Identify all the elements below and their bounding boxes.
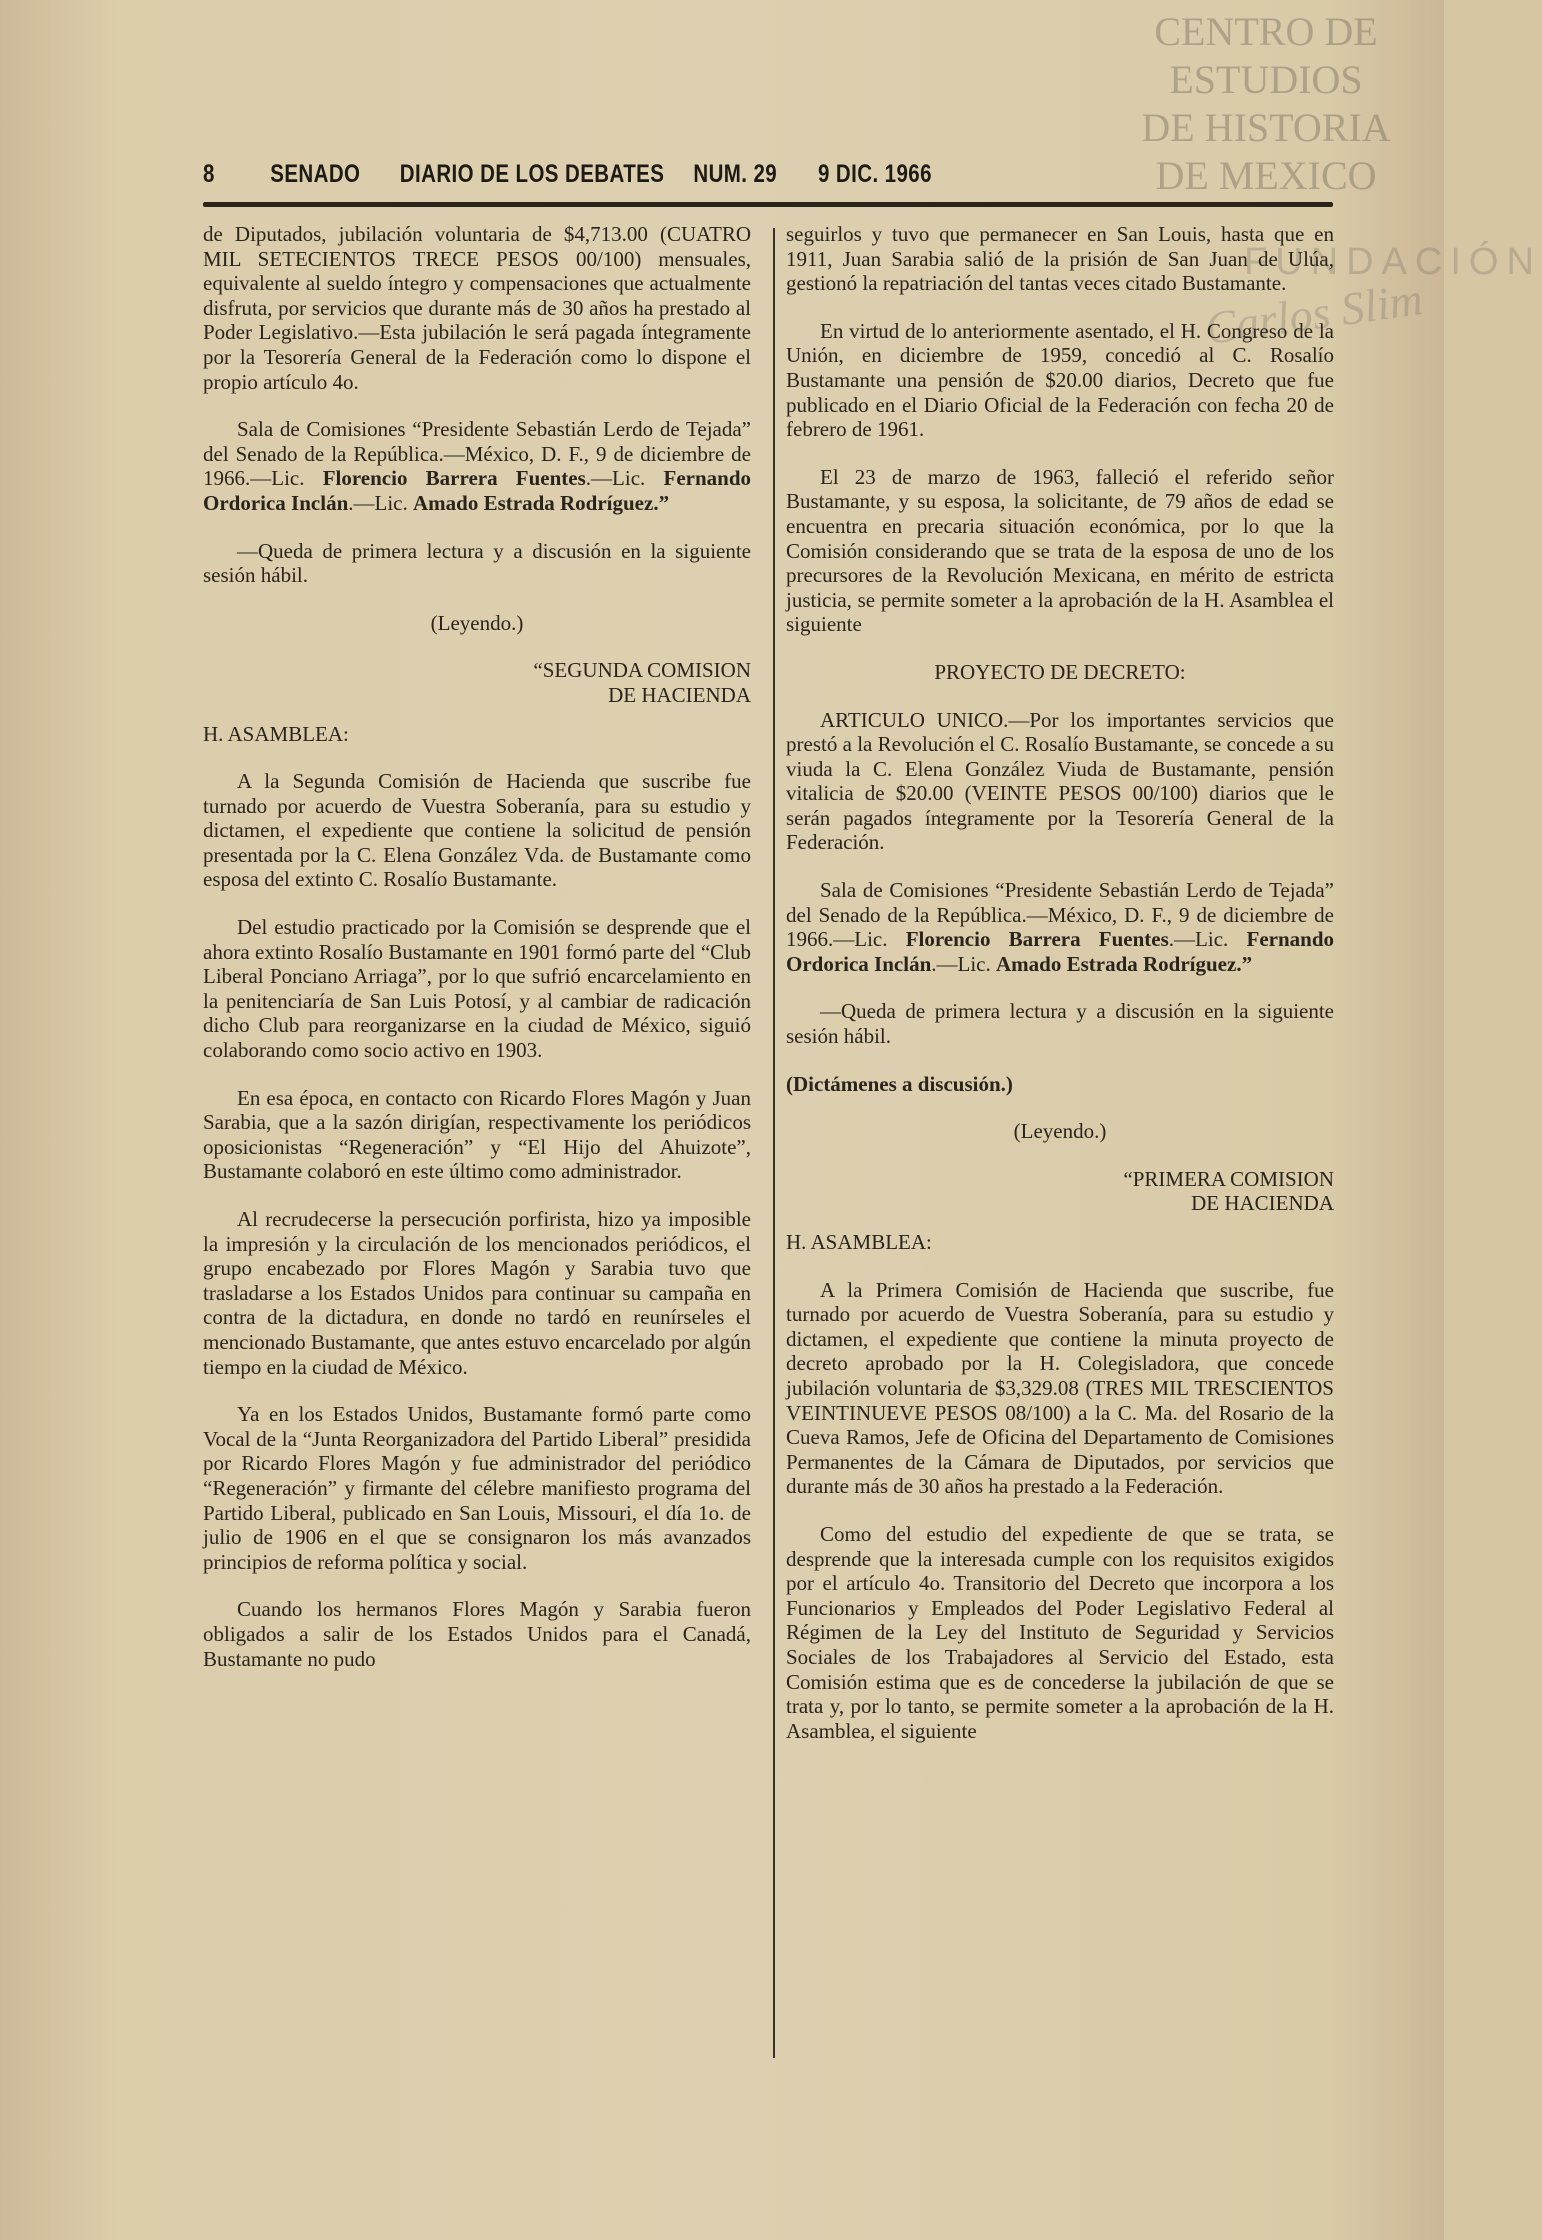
paragraph-text: El 23 de marzo de 1963, falleció el referido señor Bustamante, y su esposa, la solicitante, de 79 años de edad se encuentra en precaria situación económica, por lo que la Comisión considerando que se trata de la esposa de uno de los precursores de la Revolución Mexicana, en mérito de estricta justicia, se permite someter a la aprobación de la H. Asamblea el siguiente bbox=[786, 464, 1334, 637]
paragraph-text: .—Lic. bbox=[1168, 927, 1247, 952]
paragraph-text: DE HACIENDA bbox=[608, 682, 751, 707]
right-paragraph bbox=[786, 465, 1334, 637]
right-paragraph bbox=[786, 319, 1334, 442]
paragraph-text: H. ASAMBLEA: bbox=[203, 721, 349, 746]
paragraph-text: (Dictámenes a discusión.) bbox=[786, 1071, 1013, 1096]
paragraph-text: Del estudio practicado por la Comisión se desprende que el ahora extinto Rosalío Bustamante en 1901 formó parte del “Club Liberal Ponciano Arriaga”, por lo que sufrió encarcelamiento en la penitenciaría de San Luis Potosí, y al cambiar de radicación dicho Club para reorganizarse en la ciudad de México, siguió colaborando como socio activo en 1903. bbox=[203, 915, 751, 1063]
paragraph-text: .—Lic. bbox=[348, 490, 413, 515]
right-paragraph bbox=[786, 1119, 1334, 1144]
watermark-line: DE MEXICO bbox=[1155, 153, 1377, 198]
paragraph-text: seguirlos y tuvo que permanecer en San Louis, hasta que en 1911, Juan Sarabia salió de la prisión de San Juan de Ulúa, gestionó la repatriación del tantas veces citado Bustamante. bbox=[786, 222, 1334, 296]
right-paragraph bbox=[786, 1167, 1334, 1216]
paragraph-text: “SEGUNDA COMISION bbox=[533, 658, 751, 683]
paragraph-text: Cuando los hermanos Flores Magón y Sarabia fueron obligados a salir de los Estados Unidos para el Canadá, Bustamante no pudo bbox=[203, 1597, 751, 1671]
signatory-name: Fernando Ordorica Inclán bbox=[203, 466, 752, 515]
paragraph-text: Ya en los Estados Unidos, Bustamante formó parte como Vocal de la “Junta Reorganizadora del Partido Liberal” presidida por Ricardo Flores Magón y fue administrador del periódico “Regeneración” y firmante del célebre manifiesto programa del Partido Liberal, publicado en San Louis, Missouri, el día 1o. de julio de 1906 en el que se consignaron los más avanzados principios de reforma política y social. bbox=[203, 1402, 751, 1574]
paragraph-text: A la Segunda Comisión de Hacienda que suscribe fue turnado por acuerdo de Vuestra Soberanía, para su estudio y dictamen, el expediente que contiene la solicitud de pensión presentada por la C. Elena González Vda. de Bustamante como esposa del extinto C. Rosalío Bustamante. bbox=[203, 769, 751, 892]
signatory-name: Fernando Ordorica Inclán bbox=[786, 927, 1335, 976]
left-paragraph bbox=[203, 1597, 751, 1671]
right-paragraph bbox=[786, 660, 1334, 685]
paragraph-text: A la Primera Comisión de Hacienda que suscribe, fue turnado por acuerdo de Vuestra Soberanía, para su estudio y dictamen, el expediente que contiene la minuta proyecto de decreto aprobado por la H. Colegisladora, que concede jubilación voluntaria de $3,329.08 (TRES MIL TRESCIENTOS VEINTINUEVE PESOS 08/100) a la C. Ma. del Rosario de la Cueva Ramos, Jefe de Oficina del Departamento de Comisiones Permanentes de la Cámara de Diputados, por servicios que durante más de 30 años ha prestado a la Federación. bbox=[786, 1277, 1334, 1499]
paragraph-text: (Leyendo.) bbox=[430, 610, 524, 635]
left-paragraph bbox=[203, 417, 751, 515]
watermark-signature: Carlos Slim bbox=[1202, 273, 1426, 354]
paragraph-text: H. ASAMBLEA: bbox=[786, 1230, 932, 1254]
right-paragraph bbox=[786, 222, 1334, 296]
paragraph-text: Sala de Comisiones “Presidente Sebastián Lerdo de Tejada” del Senado de la República.—México, D. F., 9 de diciembre de 1966.—Lic. bbox=[203, 417, 751, 491]
paragraph-text: .—Lic. bbox=[585, 466, 664, 491]
paragraph-text: “PRIMERA COMISION bbox=[1123, 1166, 1334, 1191]
paragraph-text: Sala de Comisiones “Presidente Sebastián Lerdo de Tejada” del Senado de la República.—México, D. F., 9 de diciembre de 1966.—Lic. bbox=[786, 878, 1334, 952]
page-header bbox=[203, 160, 1130, 196]
paragraph-text: Como del estudio del expediente de que se trata, se desprende que la interesada cumple con los requisitos exigidos por el artículo 4o. Transitorio del Decreto que incorpora a los Funcionarios y Empleados del Poder Legislativo Federal al Régimen de la Ley del Instituto de Seguridad y Servicios Sociales de los Trabajadores al Servicio del Estado, esta Comisión estima que es de concederse la jubilación de que se trata y, por lo tanto, se permite someter a la aprobación de la H. Asamblea, el siguiente bbox=[786, 1521, 1334, 1743]
left-paragraph bbox=[203, 539, 751, 588]
left-paragraph bbox=[203, 1207, 751, 1379]
left-paragraph bbox=[203, 611, 751, 636]
right-paragraph bbox=[786, 1522, 1334, 1743]
paragraph-text: —Queda de primera lectura y a discusión en la siguiente sesión hábil. bbox=[203, 538, 751, 588]
right-paragraph bbox=[786, 1072, 1334, 1097]
left-column bbox=[203, 222, 751, 1694]
left-paragraph bbox=[203, 915, 751, 1063]
issue-date: 9 DIC. 1966 bbox=[818, 160, 932, 188]
column-divider bbox=[773, 228, 775, 2058]
signatory-name: Amado Estrada Rodríguez.” bbox=[412, 490, 670, 515]
chamber-name: SENADO bbox=[270, 160, 361, 188]
left-paragraph bbox=[203, 658, 751, 707]
right-paragraph bbox=[786, 1278, 1334, 1499]
paragraph-text: Al recrudecerse la persecución porfirista, hizo ya imposible la impresión y la circulación de los mencionados periódicos, el grupo encabezado por Flores Magón y Sarabia tuvo que trasladarse a los Estados Unidos para continuar su campaña en contra de la dictadura, en donde no tardó en reunírseles el mencionado Bustamante, que antes estuvo encarcelado por algún tiempo en la ciudad de México. bbox=[203, 1207, 751, 1379]
watermark-fundacion: FUNDACIÓN bbox=[1244, 241, 1542, 283]
signatory-name: Florencio Barrera Fuentes bbox=[322, 466, 586, 491]
paragraph-text: DE HACIENDA bbox=[1191, 1191, 1334, 1216]
signatory-name: Amado Estrada Rodríguez.” bbox=[995, 951, 1253, 976]
header-rule bbox=[203, 202, 1333, 207]
right-paragraph bbox=[786, 999, 1334, 1048]
left-paragraph bbox=[203, 1086, 751, 1184]
paragraph-text: —Queda de primera lectura y a discusión en la siguiente sesión hábil. bbox=[786, 999, 1334, 1049]
paragraph-text: .—Lic. bbox=[931, 951, 996, 976]
paragraph-text: ARTICULO UNICO.—Por los importantes servicios que prestó a la Revolución el C. Rosalío Bustamante, se concede a su viuda la C. Elena González Viuda de Bustamante, pensión vitalicia de $20.00 (VEINTE PESOS 00/100) diarios que le serán pagados íntegramente por la Tesorería General de la Federación. bbox=[786, 707, 1334, 855]
right-paragraph bbox=[786, 708, 1334, 856]
watermark-line: DE HISTORIA bbox=[1141, 105, 1391, 150]
paragraph-text: En esa época, en contacto con Ricardo Flores Magón y Juan Sarabia, que a la sazón dirigían, respectivamente los periódicos oposicionistas “Regeneración” y “El Hijo del Ahuizote”, Bustamante colaboró en este último como administrador. bbox=[203, 1085, 751, 1184]
signatory-name: Florencio Barrera Fuentes bbox=[905, 927, 1169, 952]
page-number: 8 bbox=[203, 160, 215, 188]
left-paragraph bbox=[203, 1402, 751, 1574]
paragraph-text: En virtud de lo anteriormente asentado, el H. Congreso de la Unión, en diciembre de 1959, concedió al C. Rosalío Bustamante una pensión de $20.00 diarios, Decreto que fue publicado en el Diario Oficial de la Federación con fecha 20 de febrero de 1961. bbox=[786, 318, 1334, 442]
watermark-line: ESTUDIOS bbox=[1169, 57, 1363, 102]
right-column bbox=[786, 222, 1334, 1766]
left-paragraph bbox=[203, 769, 751, 892]
watermark-line: CENTRO DE bbox=[1154, 9, 1378, 54]
right-paragraph bbox=[786, 878, 1334, 976]
paragraph-text: PROYECTO DE DECRETO: bbox=[934, 659, 1186, 684]
publication-title: DIARIO DE LOS DEBATES bbox=[399, 160, 665, 188]
right-paragraph bbox=[786, 1230, 1334, 1255]
issue-number: NUM. 29 bbox=[693, 160, 778, 188]
paragraph-text: de Diputados, jubilación voluntaria de $4,713.00 (CUATRO MIL SETECIENTOS TRECE PESOS 00/100) mensuales, equivalente al sueldo íntegro y compensaciones que actualmente disfruta, por servicios que durante más de 30 años ha prestado al Poder Legislativo.—Esta jubilación le será pagada íntegramente por la Tesorería General de la Federación como lo dispone el propio artículo 4o. bbox=[203, 222, 751, 394]
watermark-logo bbox=[1126, 8, 1406, 200]
paragraph-text: (Leyendo.) bbox=[1013, 1119, 1107, 1144]
left-paragraph bbox=[203, 722, 751, 747]
left-paragraph bbox=[203, 222, 751, 394]
